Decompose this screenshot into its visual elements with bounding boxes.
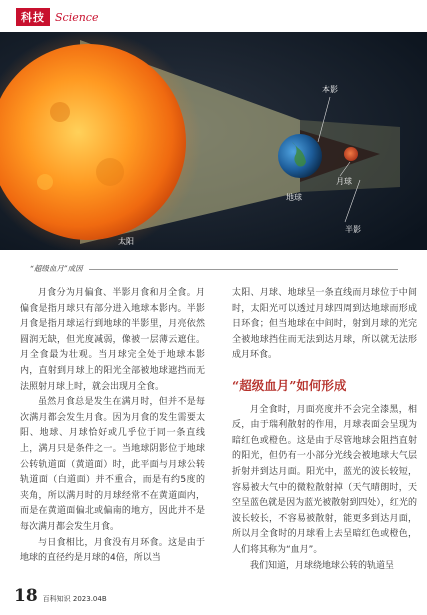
section-title: “超级血月”如何形成: [232, 377, 347, 393]
label-umbra: 本影: [322, 85, 338, 94]
label-sun: 太阳: [118, 237, 134, 246]
eclipse-diagram: [0, 32, 427, 250]
paragraph: 月食分为月偏食、半影月食和月全食。月偏食是指月球只有部分进入地球本影内。半影月食是指月球运行到地球的半影里，月亮依然圆润无缺，但光度减弱，像被一层薄云遮住。月全食最为壮观。当月球完全处于地球本影内，直射到月球上的阳光全部被地球遮挡而无法照射月球上时，就会出现月全食。: [20, 288, 205, 392]
article-column-right: [232, 286, 417, 574]
paragraph: 与日食相比，月食没有月环食。这是由于地球的直径约是月球的4倍，所以当: [20, 537, 205, 564]
sun-spot: [50, 102, 70, 122]
paragraph: 虽然月食总是发生在满月时，但并不是每次满月都会发生月食。因为月食的发生需要太阳、地球、月球恰好或几乎位于同一条直线上，满月只是条件之一。当地球阴影位于地球公转轨道面（黄道面）时，此平面与月球公转轨道面（白道面）并不重合，而是有约5度的夹角，所以满月时的月球经常不在黄道面内，而是在黄道面偏北或偏南的地方，因此并不是每次满月都会发生月食。: [20, 397, 205, 532]
figure-caption: “超级血月”成因: [30, 262, 89, 276]
paragraph-continued: 太阳、月球、地球呈一条直线而月球位于中间时，太阳光可以透过月球四周到达地球而形成日环食；但当地球在中间时，射到月球的光完全被地球挡住而无法到达月球，所以就无法形成月环食。: [232, 288, 417, 361]
label-moon: 月球: [336, 177, 352, 186]
sun-spot: [37, 174, 53, 190]
paragraph: 月全食时，月面亮度并不会完全漆黑，相反，由于瑞利散射的作用，月球表面会呈现为暗红色或橙色。这是由于尽管地球会阻挡直射的阳光，但仍有一小部分光线会被地球大气层折射并到达月面。阳光中，蓝光的波长较短，容易被大气中的微粒散射掉（天气晴朗时，天空呈蓝色就是因为蓝光被散射到四处），红光的波长较长，不容易被散射，能更多到达月面，所以月全食时的月球看上去呈暗红色或橙色，人们将其称为“血月”。: [232, 404, 417, 555]
article-column-left: [20, 286, 205, 567]
page-number: 18: [14, 586, 38, 606]
section-tag-english: Science: [55, 10, 99, 24]
label-earth: 地球: [286, 193, 302, 202]
section-tag: 科技: [16, 8, 50, 26]
paragraph: 我们知道，月球绕地球公转的轨道呈: [250, 560, 395, 571]
section-header: [16, 8, 98, 26]
page-footer: [14, 588, 107, 605]
sun-spot: [96, 158, 124, 186]
moon: [344, 147, 358, 161]
label-penumbra: 半影: [345, 225, 361, 234]
figure-caption-bar: [30, 262, 398, 276]
publication-info: 百科知识 2023.04B: [42, 595, 107, 603]
